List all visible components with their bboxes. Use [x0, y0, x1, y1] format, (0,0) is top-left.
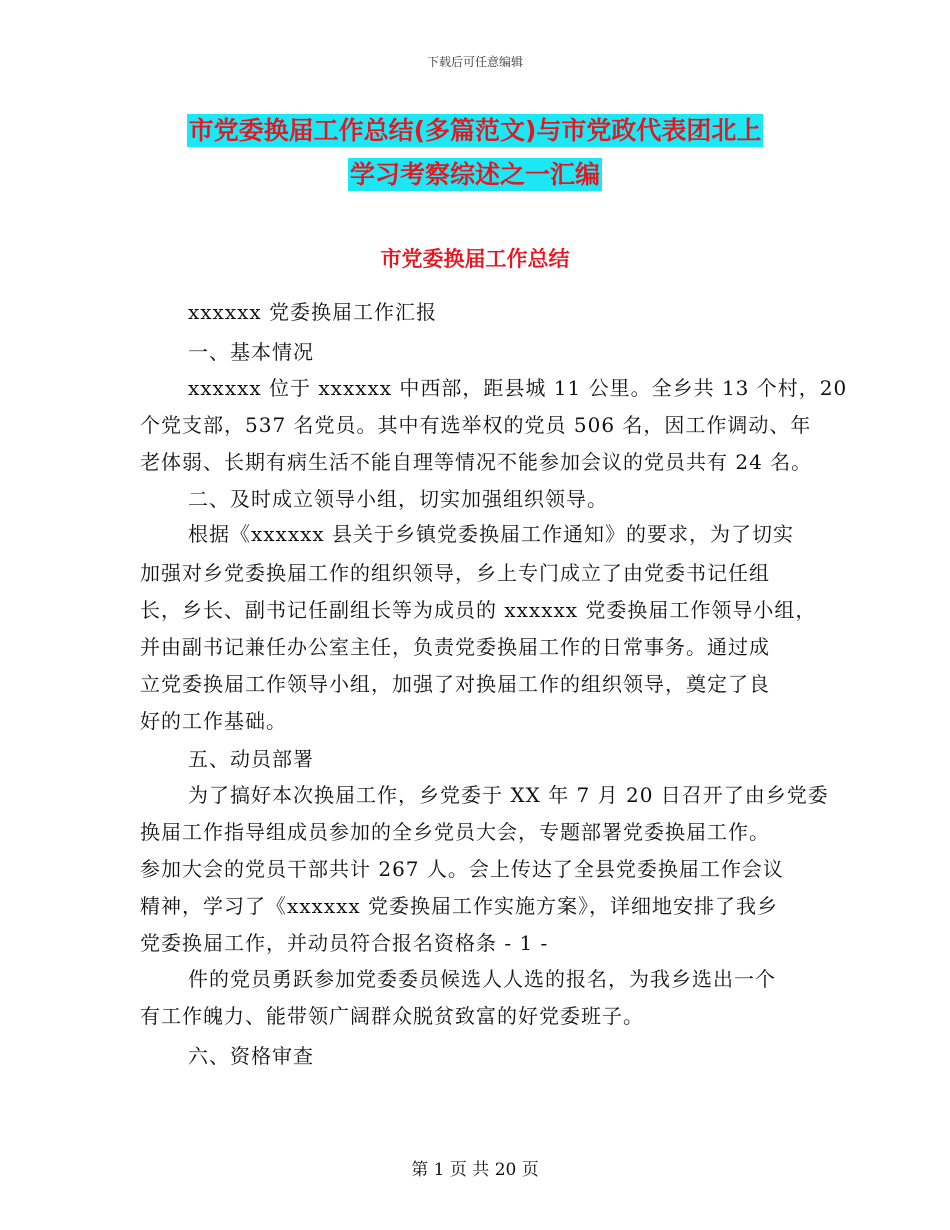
text-line-18: 党委换届工作，并动员符合报名资格条 - 1 -: [140, 931, 549, 955]
text-line-15: 换届工作指导组成员参加的全乡党员大会，专题部署党委换届工作。: [140, 820, 770, 844]
text-line-3: xxxxxx 位于 xxxxxx 中西部，距县城 11 公里。全乡共 13 个村，20: [188, 376, 848, 400]
text-line-7: 根据《xxxxxx 县关于乡镇党委换届工作通知》的要求，为了切实: [188, 522, 795, 546]
text-line-13: 五、动员部署: [188, 747, 314, 771]
text-line-11: 立党委换届工作领导小组，加强了对换届工作的组织领导，奠定了良: [140, 672, 770, 696]
text-line-10: 并由副书记兼任办公室主任，负责党委换届工作的日常事务。通过成: [140, 635, 770, 659]
page-footer: 第 1 页 共 20 页: [411, 1160, 539, 1180]
text-line-19: 件的党员勇跃参加党委委员候选人人选的报名，为我乡选出一个: [188, 967, 776, 991]
document-title-line-2: 学习考察综述之一汇编: [349, 160, 600, 189]
text-line-17: 精神，学习了《xxxxxx 党委换届工作实施方案》，详细地安排了我乡: [140, 894, 779, 918]
text-line-5: 老体弱、长期有病生活不能自理等情况不能参加会议的党员共有 24 名。: [140, 450, 813, 474]
text-line-14: 为了搞好本次换届工作，乡党委于 XX 年 7 月 20 日召开了由乡党委: [188, 783, 829, 807]
section-title: 市党委换届工作总结: [380, 247, 570, 271]
text-line-4: 个党支部，537 名党员。其中有选举权的党员 506 名，因工作调动、年: [140, 413, 812, 437]
document-title-line-1: 市党委换届工作总结(多篇范文)与市党政代表团北上: [188, 116, 762, 145]
text-line-12: 好的工作基础。: [140, 709, 287, 733]
text-line-9: 长，乡长、副书记任副组长等为成员的 xxxxxx 党委换届工作领导小组，: [140, 598, 817, 622]
text-line-2: 一、基本情况: [188, 340, 314, 364]
text-line-16: 参加大会的党员干部共计 267 人。会上传达了全县党委换届工作会议: [140, 857, 784, 881]
header-note: 下载后可任意编辑: [426, 55, 523, 69]
text-line-21: 六、资格审查: [188, 1044, 314, 1068]
text-line-8: 加强对乡党委换届工作的组织领导，乡上专门成立了由党委书记任组: [140, 561, 770, 585]
text-line-20: 有工作魄力、能带领广阔群众脱贫致富的好党委班子。: [140, 1004, 644, 1028]
text-line-1: xxxxxx 党委换届工作汇报: [188, 300, 438, 324]
text-line-6: 二、及时成立领导小组，切实加强组织领导。: [188, 487, 608, 511]
